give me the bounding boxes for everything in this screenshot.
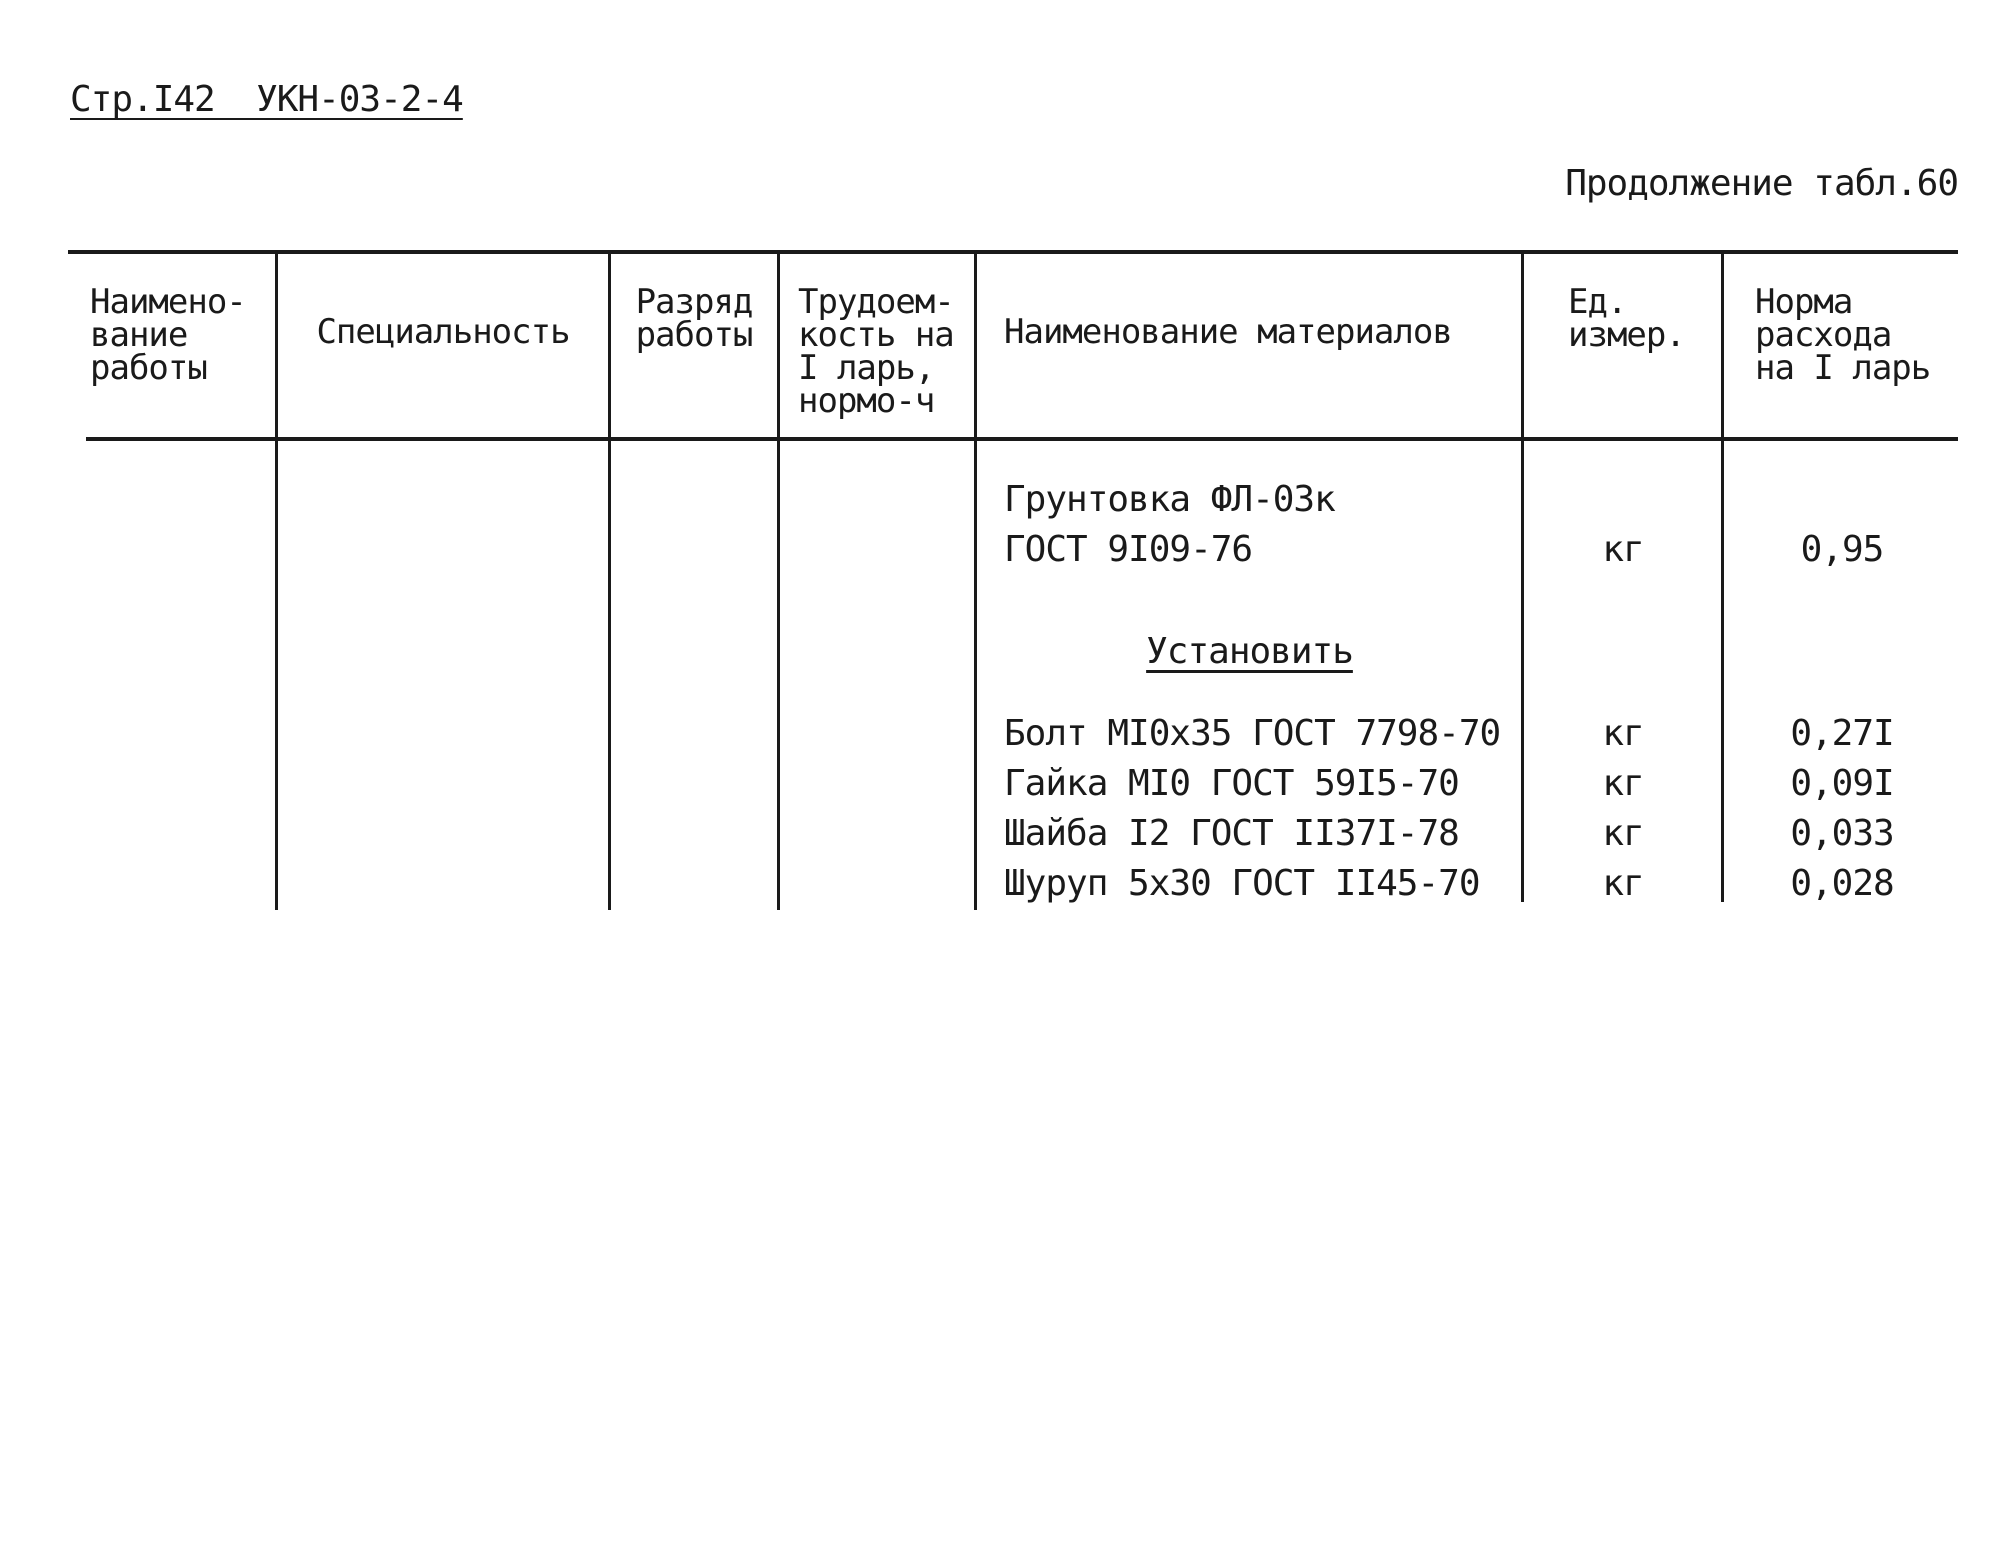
material-unit: кг bbox=[1602, 813, 1644, 854]
column-divider bbox=[1721, 250, 1724, 902]
column-divider bbox=[608, 250, 611, 910]
column-divider bbox=[275, 250, 278, 910]
material-norm: 0,27I bbox=[1790, 713, 1894, 754]
header-specialty: Специальность bbox=[316, 312, 570, 352]
material-unit: кг bbox=[1602, 713, 1644, 754]
header-bottom-rule bbox=[86, 437, 1958, 441]
materials-table bbox=[68, 250, 1958, 910]
header-unit: Ед. измер. bbox=[1568, 282, 1685, 355]
material-norm: 0,033 bbox=[1790, 813, 1894, 854]
material-unit: кг bbox=[1602, 863, 1644, 904]
table-continuation-label: Продолжение табл.60 bbox=[1565, 163, 1958, 204]
header-material: Наименование материалов bbox=[1004, 312, 1452, 352]
header-labor: Трудоем- кость на I ларь, нормо-ч bbox=[798, 282, 954, 421]
material-unit: кг bbox=[1602, 763, 1644, 804]
material-name: ГОСТ 9I09-76 bbox=[1004, 529, 1253, 570]
material-name: Шайба I2 ГОСТ II37I-78 bbox=[1004, 813, 1459, 854]
material-norm: 0,028 bbox=[1790, 863, 1894, 904]
header-grade: Разряд работы bbox=[635, 282, 753, 355]
material-unit: кг bbox=[1602, 529, 1644, 570]
table-top-rule bbox=[68, 250, 1958, 254]
section-title: Установить bbox=[1146, 631, 1353, 672]
material-name: Болт МI0х35 ГОСТ 7798-70 bbox=[1004, 713, 1501, 754]
material-norm: 0,95 bbox=[1800, 529, 1884, 570]
material-name: Гайка МI0 ГОСТ 59I5-70 bbox=[1004, 763, 1459, 804]
material-name: Шуруп 5х30 ГОСТ II45-70 bbox=[1004, 863, 1480, 904]
column-divider bbox=[974, 250, 977, 910]
material-norm: 0,09I bbox=[1790, 763, 1894, 804]
header-work-name: Наимено- вание работы bbox=[90, 282, 246, 388]
column-divider bbox=[777, 250, 780, 910]
page-reference: Стр.I42 УКН-03-2-4 bbox=[70, 79, 463, 120]
header-norm: Норма расхода на I ларь bbox=[1755, 282, 1931, 388]
material-name: Грунтовка ФЛ-03к bbox=[1004, 479, 1335, 520]
column-divider bbox=[1521, 250, 1524, 902]
